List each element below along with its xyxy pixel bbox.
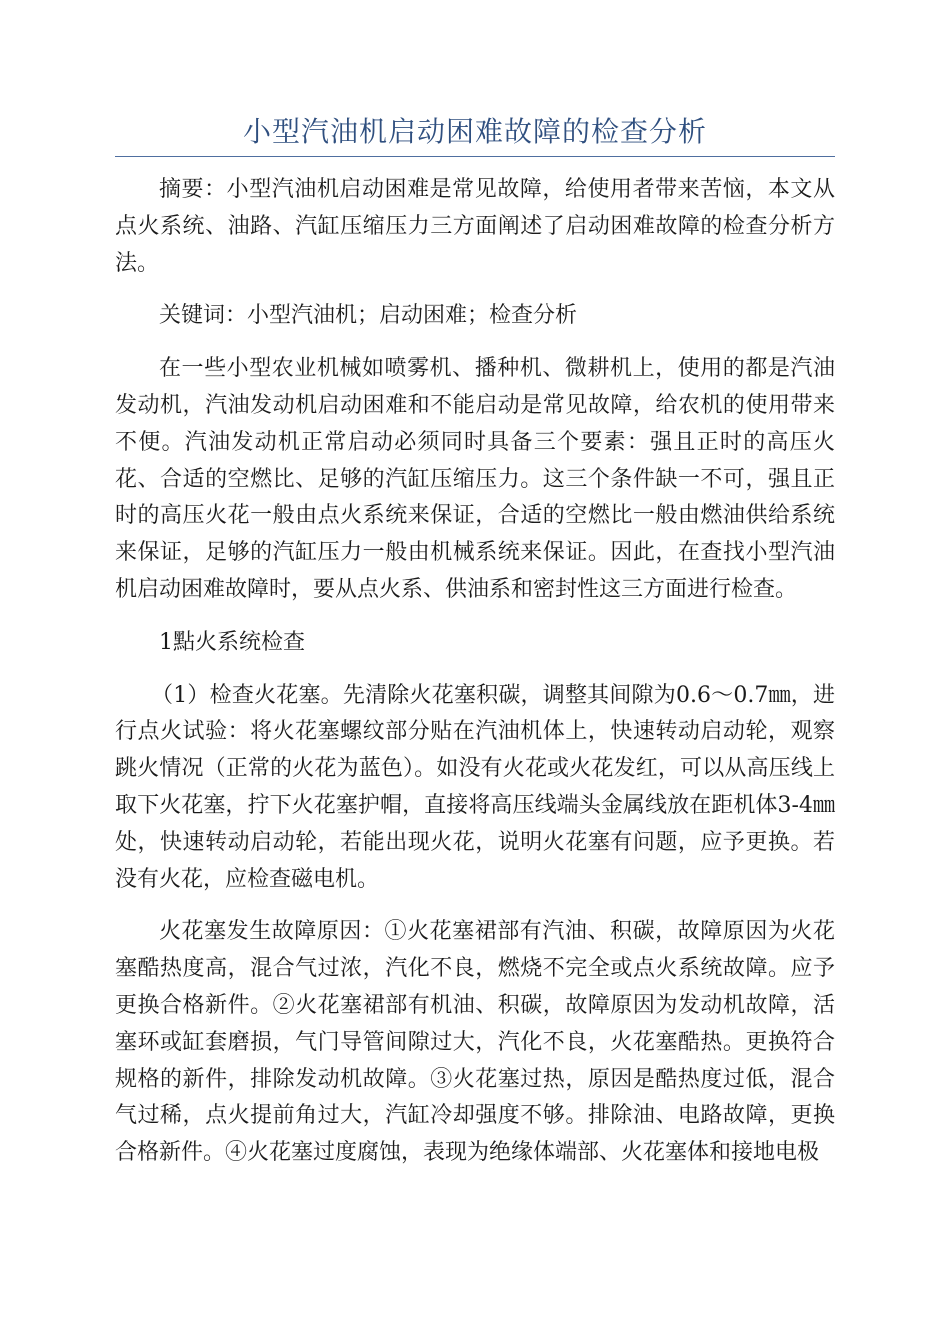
- keywords-paragraph: 关键词：小型汽油机；启动困难；检查分析: [159, 303, 578, 329]
- section-heading: 1點火系统检查: [159, 629, 305, 655]
- document-body: [115, 172, 835, 1188]
- spark-plug-fault-paragraph: 火花塞发生故障原因：①火花塞裙部有汽油、积碳，故障原因为火花塞酷热度高，混合气过浓，汽化不良，燃烧不完全或点火系统故障。应予更换合格新件。②火花塞裙部有机油、积碳，故障原因为发动机故障，活塞环或缸套磨损，气门导管间隙过大，汽化不良，火花塞酷热。更换符合规格的新件，排除发动机故障。③火花塞过热，原因是酷热度过低，混合气过稀，点火提前角过大，汽缸冷却强度不够。排除油、电路故障，更换合格新件。④火花塞过度腐蚀，表现为绝缘体端部、火花塞体和接地电极: [115, 919, 835, 1166]
- title-block: [115, 112, 835, 157]
- abstract-paragraph: 摘要：小型汽油机启动困难是常见故障，给使用者带来苦恼，本文从点火系统、油路、汽缸压缩压力三方面阐述了启动困难故障的检查分析方法。: [115, 177, 835, 276]
- intro-paragraph: 在一些小型农业机械如喷雾机、播种机、微耕机上，使用的都是汽油发动机，汽油发动机启动困难和不能启动是常见故障，给农机的使用带来不便。汽油发动机正常启动必须同时具备三个要素：强且正时的高压火花、合适的空燃比、足够的汽缸压缩压力。这三个条件缺一不可，强且正时的高压火花一般由点火系统来保证，合适的空燃比一般由燃油供给系统来保证，足够的汽缸压力一般由机械系统来保证。因此，在查找小型汽油机启动困难故障时，要从点火系、供油系和密封性这三方面进行检查。: [115, 356, 835, 602]
- spark-plug-check-paragraph: （1）检查火花塞。先清除火花塞积碳，调整其间隙为0.6～0.7㎜，进行点火试验：将火花塞螺纹部分贴在汽油机体上，快速转动启动轮，观察跳火情况（正常的火花为蓝色）。如没有火花或火花发红，可以从高压线上取下火花塞，拧下火花塞护帽，直接将高压线端头金属线放在距机体3-4㎜处，快速转动启动轮，若能出现火花，说明火花塞有问题，应予更换。若没有火花，应检查磁电机。: [115, 682, 835, 892]
- page-title: 小型汽油机启动困难故障的检查分析: [242, 115, 707, 148]
